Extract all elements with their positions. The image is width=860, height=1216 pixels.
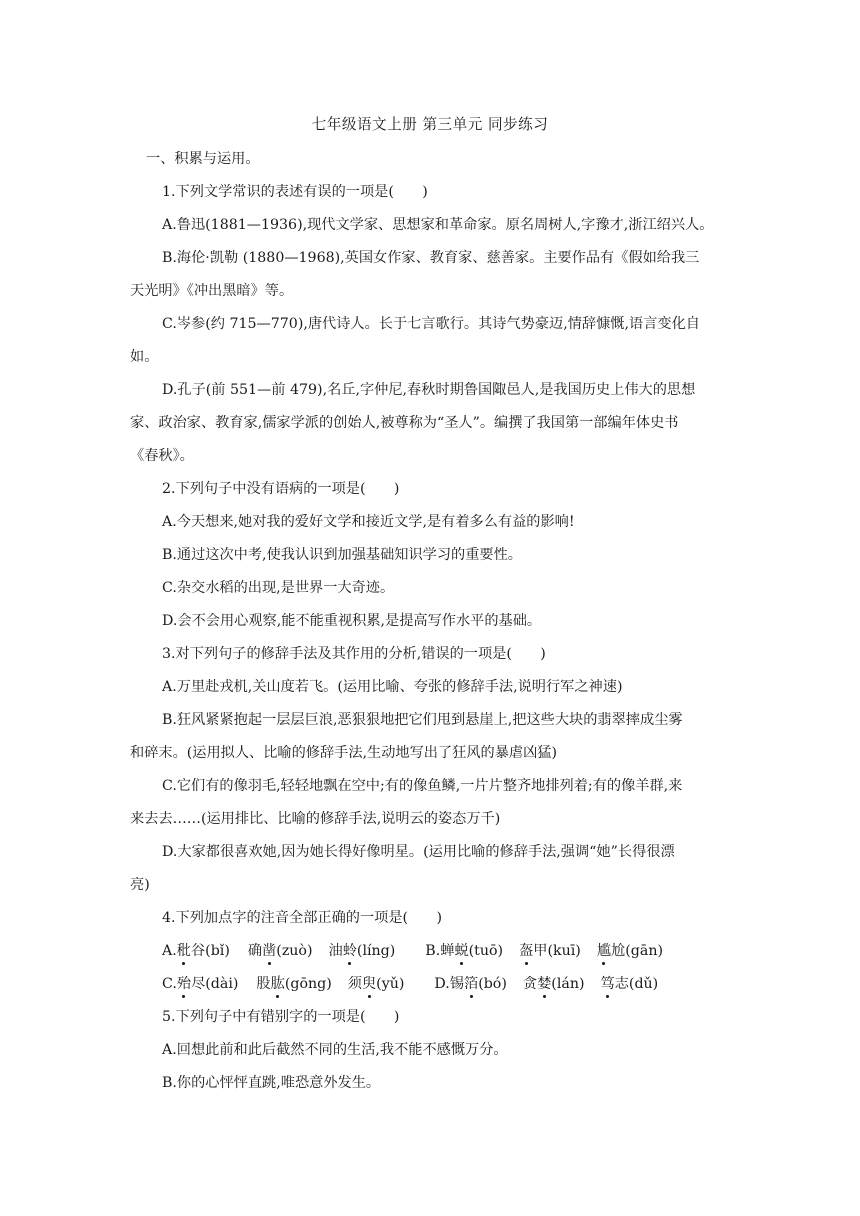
option-text: (lán) — [551, 976, 585, 992]
dotted-character: 笃 — [601, 973, 615, 993]
option-text: 志 — [614, 976, 629, 992]
option-text: 须 — [347, 976, 362, 992]
question-5-option-b: B.你的心怦怦直跳,唯恐意外发生。 — [162, 1075, 381, 1091]
question-1-option-d: D.孔子(前 551—前 479),名丘,字仲尼,春秋时期鲁国陬邑人,是我国历史上伟大的思想 — [162, 382, 696, 398]
dotted-character: 殆 — [177, 973, 191, 993]
dotted-character: 婪 — [537, 973, 551, 993]
question-4-options-row-1 — [162, 940, 663, 960]
dotted-character: 尴 — [597, 940, 611, 960]
pinyin-option — [329, 940, 396, 960]
question-3-option-c: C.它们有的像羽毛,轻轻地飘在空中;有的像鱼鳞,一片片整齐地排列着;有的像羊群,来 — [162, 778, 683, 794]
pinyin-option — [162, 940, 230, 960]
question-3-option-c-cont: 来去去……(运用排比、比喻的修辞手法,说明云的姿态万千) — [130, 811, 501, 827]
option-text: (kuī) — [547, 943, 581, 959]
question-4-stem: 4.下列加点字的注音全部正确的一项是( ) — [162, 910, 442, 926]
option-text: (dǔ) — [628, 976, 659, 992]
dotted-character: 秕 — [177, 940, 191, 960]
dotted-character: 箔 — [464, 973, 478, 993]
dotted-character: 蜕 — [454, 940, 468, 960]
question-2-option-d: D.会不会用心观察,能不能重视积累,是提高写作水平的基础。 — [162, 613, 542, 629]
dotted-character: 凿 — [262, 940, 276, 960]
question-1-option-d-cont2: 《春秋》。 — [130, 448, 194, 464]
option-text: 确 — [247, 943, 263, 959]
option-text: 尽 — [191, 976, 206, 992]
dotted-character: 盔 — [519, 940, 533, 960]
question-5-stem: 5.下列句子中有错别字的一项是( ) — [162, 1009, 400, 1025]
option-text: A. — [162, 943, 177, 959]
pinyin-option — [348, 973, 405, 993]
option-text: B. — [425, 943, 441, 959]
option-text: 尬 — [611, 943, 626, 959]
pinyin-option — [434, 973, 507, 993]
option-text: (tuō) — [468, 943, 504, 959]
option-text: (líng) — [356, 943, 396, 959]
option-text: (zuò) — [276, 943, 313, 959]
option-text: (bǐ) — [205, 943, 230, 959]
pinyin-option — [601, 973, 659, 993]
page-title: 七年级语文上册 第三单元 同步练习 — [311, 116, 549, 133]
question-3-option-d-cont: 亮) — [130, 877, 150, 893]
option-text: 蝉 — [440, 943, 455, 959]
question-1-option-c-cont: 如。 — [130, 349, 159, 365]
option-text: 油 — [328, 943, 343, 959]
question-3-option-a: A.万里赴戎机,关山度若飞。(运用比喻、夸张的修辞手法,说明行军之神速) — [162, 679, 623, 695]
option-text: C. — [162, 976, 177, 992]
pinyin-option — [597, 940, 663, 960]
option-text: (gān) — [625, 943, 663, 959]
option-text: (yǔ) — [376, 976, 405, 992]
question-4-options-row-2 — [162, 973, 658, 993]
question-1-option-b: B.海伦·凯勒 (1880—1968),英国女作家、教育家、慈善家。主要作品有《假如给我三 — [162, 250, 700, 266]
section-heading: 一、积累与运用。 — [146, 151, 260, 167]
question-3-stem: 3.对下列句子的修辞手法及其作用的分析,错误的一项是( ) — [162, 646, 546, 662]
question-2-option-c: C.杂交水稻的出现,是世界一大奇迹。 — [162, 580, 395, 596]
question-1-stem: 1.下列文学常识的表述有误的一项是( ) — [162, 184, 428, 200]
question-2-option-a: A.今天想来,她对我的爱好文学和接近文学,是有着多么有益的影响! — [162, 514, 575, 530]
option-text: 甲 — [533, 943, 548, 959]
dotted-character: 蛉 — [343, 940, 357, 960]
dotted-character: 臾 — [362, 973, 376, 993]
option-text: 锡 — [449, 976, 464, 992]
option-text: 谷 — [190, 943, 206, 959]
pinyin-option — [256, 973, 331, 993]
question-1-option-a: A.鲁迅(1881—1936),现代文学家、思想家和革命家。原名周树人,字豫才,浙江绍兴人。 — [162, 217, 714, 233]
pinyin-option — [248, 940, 313, 960]
pinyin-option — [519, 940, 581, 960]
pinyin-option — [523, 973, 585, 993]
option-text: (gōng) — [284, 976, 332, 992]
question-2-option-b: B.通过这次中考,使我认识到加强基础知识学习的重要性。 — [162, 547, 522, 563]
question-3-option-b-cont: 和碎末。(运用拟人、比喻的修辞手法,生动地写出了狂风的暴虐凶猛) — [130, 745, 558, 761]
option-text: (bó) — [478, 976, 507, 992]
pinyin-option — [425, 940, 503, 960]
option-text: D. — [434, 976, 450, 992]
question-1-option-d-cont: 家、政治家、教育家,儒家学派的创始人,被尊称为“圣人”。编撰了我国第一部编年体史书 — [130, 415, 679, 431]
question-5-option-a: A.回想此前和此后截然不同的生活,我不能不感慨万分。 — [162, 1042, 508, 1058]
question-3-option-d: D.大家都很喜欢她,因为她长得好像明星。(运用比喻的修辞手法,强调“她”长得很漂 — [162, 844, 675, 860]
option-text: 股 — [256, 976, 271, 992]
pinyin-option — [162, 973, 238, 993]
question-3-option-b: B.狂风紧紧抱起一层层巨浪,恶狠狠地把它们甩到悬崖上,把这些大块的翡翠摔成尘雾 — [162, 712, 683, 728]
option-text: (dài) — [205, 976, 239, 992]
question-1-option-c: C.岑参(约 715—770),唐代诗人。长于七言歌行。其诗气势豪迈,情辞慷慨,语言变化自 — [162, 316, 700, 332]
dotted-character: 肱 — [271, 973, 285, 993]
question-2-stem: 2.下列句子中没有语病的一项是( ) — [162, 481, 400, 497]
option-text: 贪 — [522, 976, 538, 992]
question-1-option-b-cont: 天光明》《冲出黑暗》等。 — [130, 283, 294, 299]
